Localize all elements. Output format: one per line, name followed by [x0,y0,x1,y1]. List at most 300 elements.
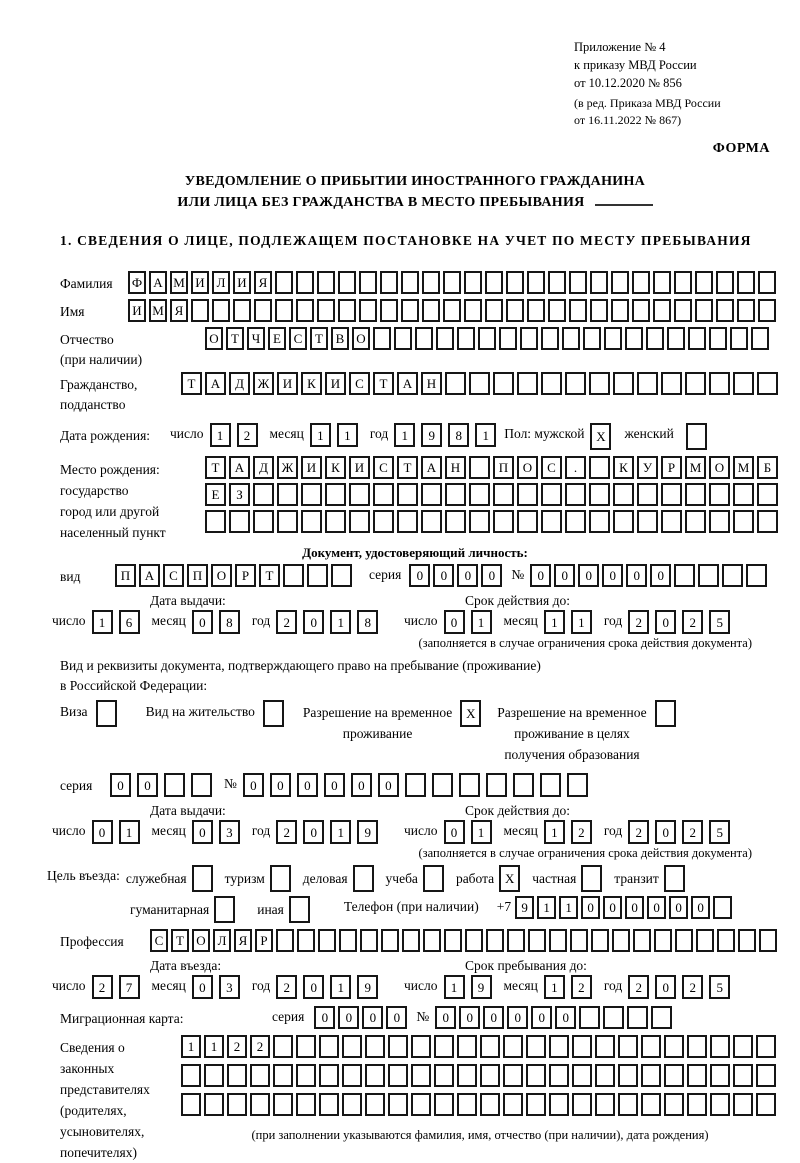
form-cell[interactable]: 0 [338,1006,359,1029]
form-cell[interactable]: 0 [409,564,430,587]
form-cell[interactable] [565,483,586,506]
form-cell[interactable] [486,773,507,797]
form-cell[interactable] [572,1093,592,1116]
form-cell[interactable] [549,929,567,952]
form-cell[interactable]: 1 [471,610,492,634]
form-cell[interactable]: 1 [92,610,113,634]
form-cell[interactable] [421,510,442,533]
form-cell[interactable]: 0 [459,1006,480,1029]
form-cell[interactable]: Я [234,929,252,952]
form-cell[interactable]: 2 [682,610,703,634]
form-cell[interactable] [756,1064,776,1087]
representatives-boxes-row3[interactable] [181,1093,779,1116]
form-cell[interactable]: И [349,456,370,479]
form-cell[interactable]: 0 [457,564,478,587]
form-cell[interactable] [493,483,514,506]
form-cell[interactable] [478,327,496,350]
form-cell[interactable]: 6 [119,610,140,634]
form-cell[interactable] [181,1064,201,1087]
form-cell[interactable] [353,865,374,892]
form-cell[interactable] [401,299,419,322]
form-cell[interactable]: У [637,456,658,479]
form-cell[interactable] [270,865,291,892]
form-cell[interactable] [233,299,251,322]
form-cell[interactable] [191,773,212,797]
form-cell[interactable]: Т [226,327,244,350]
form-cell[interactable]: 3 [219,975,240,999]
form-cell[interactable] [613,372,634,395]
form-cell[interactable] [738,929,756,952]
form-cell[interactable]: 9 [471,975,492,999]
form-cell[interactable]: 2 [250,1035,270,1058]
form-cell[interactable]: 2 [628,820,649,844]
form-cell[interactable] [301,483,322,506]
residence-series-boxes[interactable] [110,773,218,797]
form-cell[interactable] [349,510,370,533]
form-cell[interactable] [480,1035,500,1058]
form-cell[interactable] [618,1093,638,1116]
birth-year-boxes[interactable] [394,423,502,447]
form-cell[interactable]: Т [171,929,189,952]
form-cell[interactable] [589,483,610,506]
form-cell[interactable] [687,1035,707,1058]
form-cell[interactable] [653,299,671,322]
form-cell[interactable] [227,1064,247,1087]
form-cell[interactable] [751,327,769,350]
form-cell[interactable]: 0 [531,1006,552,1029]
form-cell[interactable]: 1 [471,820,492,844]
form-cell[interactable] [204,1093,224,1116]
form-cell[interactable] [469,483,490,506]
residence-issue-day-boxes[interactable] [92,820,146,844]
form-cell[interactable] [503,1064,523,1087]
form-cell[interactable] [275,271,293,294]
form-cell[interactable]: 0 [435,1006,456,1029]
migration-series-boxes[interactable] [314,1006,410,1029]
form-cell[interactable] [445,372,466,395]
form-cell[interactable]: 2 [227,1035,247,1058]
form-cell[interactable] [253,510,274,533]
form-cell[interactable] [696,929,714,952]
form-cell[interactable] [733,1064,753,1087]
form-cell[interactable] [632,271,650,294]
form-cell[interactable]: 0 [110,773,131,797]
form-cell[interactable] [637,372,658,395]
form-cell[interactable] [562,327,580,350]
form-cell[interactable] [254,299,272,322]
form-cell[interactable]: И [128,299,146,322]
form-cell[interactable] [733,372,754,395]
form-cell[interactable]: X [590,423,611,450]
form-cell[interactable] [388,1093,408,1116]
form-cell[interactable] [164,773,185,797]
form-cell[interactable] [549,1093,569,1116]
form-cell[interactable]: 2 [571,975,592,999]
form-cell[interactable] [499,327,517,350]
form-cell[interactable]: Ж [253,372,274,395]
form-cell[interactable] [277,510,298,533]
form-cell[interactable]: 8 [219,610,240,634]
birth-day-boxes[interactable] [210,423,264,447]
form-cell[interactable]: 0 [655,820,676,844]
form-cell[interactable] [526,1093,546,1116]
patronymic-boxes[interactable] [205,327,772,350]
form-cell[interactable] [445,483,466,506]
form-cell[interactable] [758,271,776,294]
form-cell[interactable] [480,1093,500,1116]
form-cell[interactable] [227,1093,247,1116]
form-cell[interactable]: 2 [682,820,703,844]
form-cell[interactable] [360,929,378,952]
form-cell[interactable]: 1 [330,820,351,844]
form-cell[interactable] [661,510,682,533]
purpose-humanitarian-checkbox[interactable] [214,896,238,923]
form-cell[interactable] [675,929,693,952]
form-cell[interactable]: 0 [270,773,291,797]
form-cell[interactable]: П [187,564,208,587]
form-cell[interactable] [687,1064,707,1087]
form-cell[interactable]: 1 [544,975,565,999]
form-cell[interactable]: А [397,372,418,395]
form-cell[interactable] [567,773,588,797]
form-cell[interactable] [695,271,713,294]
form-cell[interactable]: 0 [303,610,324,634]
form-cell[interactable] [319,1035,339,1058]
form-cell[interactable] [710,1035,730,1058]
form-cell[interactable]: М [170,271,188,294]
form-cell[interactable] [757,510,778,533]
form-cell[interactable] [359,299,377,322]
form-cell[interactable]: 1 [544,820,565,844]
form-cell[interactable] [737,271,755,294]
form-cell[interactable]: 0 [669,896,688,919]
form-cell[interactable] [641,1093,661,1116]
form-cell[interactable] [253,483,274,506]
form-cell[interactable]: С [150,929,168,952]
form-cell[interactable] [464,271,482,294]
form-cell[interactable] [423,865,444,892]
form-cell[interactable]: 1 [571,610,592,634]
form-cell[interactable]: И [325,372,346,395]
form-cell[interactable] [637,510,658,533]
form-cell[interactable] [737,299,755,322]
form-cell[interactable] [381,929,399,952]
form-cell[interactable] [273,1035,293,1058]
form-cell[interactable] [319,1064,339,1087]
phone-boxes[interactable] [515,896,735,919]
form-cell[interactable]: С [349,372,370,395]
form-cell[interactable] [637,483,658,506]
form-cell[interactable]: 0 [433,564,454,587]
form-cell[interactable]: 0 [351,773,372,797]
form-cell[interactable]: 9 [357,820,378,844]
form-cell[interactable] [486,929,504,952]
form-cell[interactable]: Л [212,271,230,294]
form-cell[interactable] [698,564,719,587]
form-cell[interactable] [214,896,235,923]
form-cell[interactable] [709,510,730,533]
form-cell[interactable] [394,327,412,350]
form-cell[interactable]: Ч [247,327,265,350]
form-cell[interactable]: 0 [578,564,599,587]
form-cell[interactable] [722,564,743,587]
form-cell[interactable] [503,1093,523,1116]
form-cell[interactable] [541,372,562,395]
form-cell[interactable] [565,372,586,395]
form-cell[interactable] [520,327,538,350]
form-cell[interactable] [595,1035,615,1058]
form-cell[interactable] [421,483,442,506]
form-cell[interactable] [444,929,462,952]
form-cell[interactable] [641,1064,661,1087]
form-cell[interactable] [595,1064,615,1087]
form-cell[interactable] [517,372,538,395]
form-cell[interactable]: 0 [192,975,213,999]
form-cell[interactable] [583,327,601,350]
form-cell[interactable] [365,1093,385,1116]
form-cell[interactable] [275,299,293,322]
form-cell[interactable]: 0 [386,1006,407,1029]
form-cell[interactable] [273,1093,293,1116]
representatives-boxes-row1[interactable] [181,1035,779,1058]
form-cell[interactable] [581,865,602,892]
form-cell[interactable] [709,372,730,395]
surname-boxes[interactable] [128,271,779,294]
form-cell[interactable] [653,271,671,294]
form-cell[interactable] [569,271,587,294]
form-cell[interactable]: М [685,456,706,479]
form-cell[interactable] [506,271,524,294]
form-cell[interactable]: Р [255,929,273,952]
form-cell[interactable]: 0 [603,896,622,919]
form-cell[interactable] [713,896,732,919]
entry-month-boxes[interactable] [192,975,246,999]
form-cell[interactable] [664,1035,684,1058]
form-cell[interactable]: 1 [310,423,331,447]
form-cell[interactable]: 2 [628,610,649,634]
form-cell[interactable] [96,700,117,727]
form-cell[interactable] [296,271,314,294]
form-cell[interactable] [365,1035,385,1058]
form-cell[interactable] [687,1093,707,1116]
form-cell[interactable] [591,929,609,952]
form-cell[interactable]: 1 [204,1035,224,1058]
form-cell[interactable]: Я [170,299,188,322]
form-cell[interactable]: А [205,372,226,395]
form-cell[interactable]: 0 [192,820,213,844]
form-cell[interactable] [325,483,346,506]
form-cell[interactable] [411,1093,431,1116]
purpose-business-trip-checkbox[interactable] [192,865,216,892]
form-cell[interactable] [465,929,483,952]
form-cell[interactable]: 0 [581,896,600,919]
form-cell[interactable] [388,1064,408,1087]
form-cell[interactable]: С [373,456,394,479]
entry-day-boxes[interactable] [92,975,146,999]
form-cell[interactable] [548,271,566,294]
form-cell[interactable]: 0 [655,975,676,999]
form-cell[interactable] [695,299,713,322]
form-cell[interactable] [457,1064,477,1087]
form-cell[interactable] [569,299,587,322]
form-cell[interactable] [549,1064,569,1087]
form-cell[interactable] [589,510,610,533]
form-cell[interactable] [733,483,754,506]
form-cell[interactable]: И [191,271,209,294]
form-cell[interactable] [457,1035,477,1058]
form-cell[interactable] [709,483,730,506]
form-cell[interactable]: С [289,327,307,350]
form-cell[interactable] [664,1093,684,1116]
form-cell[interactable]: 1 [330,610,351,634]
form-cell[interactable]: 8 [448,423,469,447]
form-cell[interactable] [716,299,734,322]
residence-permit-checkbox[interactable] [263,700,287,727]
form-cell[interactable]: Б [757,456,778,479]
form-cell[interactable] [380,271,398,294]
form-cell[interactable] [604,327,622,350]
form-cell[interactable]: 8 [357,610,378,634]
form-cell[interactable] [688,327,706,350]
form-cell[interactable] [457,1093,477,1116]
form-cell[interactable] [589,456,610,479]
form-cell[interactable] [651,1006,672,1029]
form-cell[interactable] [548,299,566,322]
form-cell[interactable]: К [613,456,634,479]
form-cell[interactable] [204,1064,224,1087]
form-cell[interactable]: С [163,564,184,587]
form-cell[interactable]: 2 [276,975,297,999]
form-cell[interactable]: М [149,299,167,322]
form-cell[interactable] [422,299,440,322]
form-cell[interactable]: 0 [362,1006,383,1029]
form-cell[interactable] [317,299,335,322]
form-cell[interactable] [457,327,475,350]
form-cell[interactable]: 1 [544,610,565,634]
form-cell[interactable]: Р [235,564,256,587]
form-cell[interactable] [436,327,454,350]
form-cell[interactable] [318,929,336,952]
doc-number-boxes[interactable] [530,564,770,587]
residence-issue-year-boxes[interactable] [276,820,384,844]
form-cell[interactable] [339,929,357,952]
form-cell[interactable]: С [541,456,562,479]
form-cell[interactable]: 0 [691,896,710,919]
citizenship-boxes[interactable] [181,372,781,395]
form-cell[interactable] [342,1093,362,1116]
form-cell[interactable] [541,510,562,533]
form-cell[interactable]: О [352,327,370,350]
form-cell[interactable] [434,1064,454,1087]
form-cell[interactable] [191,299,209,322]
form-cell[interactable]: 2 [682,975,703,999]
form-cell[interactable]: М [733,456,754,479]
stay-until-month-boxes[interactable] [544,975,598,999]
form-cell[interactable]: 0 [625,896,644,919]
form-cell[interactable] [212,299,230,322]
form-cell[interactable] [342,1064,362,1087]
form-cell[interactable] [756,1093,776,1116]
form-cell[interactable] [612,929,630,952]
form-cell[interactable]: П [115,564,136,587]
form-cell[interactable]: 0 [444,820,465,844]
edu-residence-checkbox[interactable] [655,700,679,727]
form-cell[interactable]: 0 [192,610,213,634]
form-cell[interactable]: 0 [626,564,647,587]
form-cell[interactable] [685,510,706,533]
form-cell[interactable] [759,929,777,952]
form-cell[interactable] [513,773,534,797]
form-cell[interactable] [685,483,706,506]
form-cell[interactable] [283,564,304,587]
form-cell[interactable]: Д [253,456,274,479]
form-cell[interactable] [517,483,538,506]
identity-valid-day-boxes[interactable] [444,610,498,634]
form-cell[interactable] [349,483,370,506]
form-cell[interactable] [528,929,546,952]
form-cell[interactable]: Е [268,327,286,350]
identity-issue-year-boxes[interactable] [276,610,384,634]
form-cell[interactable] [365,1064,385,1087]
form-cell[interactable]: 0 [314,1006,335,1029]
form-cell[interactable] [527,271,545,294]
form-cell[interactable] [517,510,538,533]
form-cell[interactable]: 1 [181,1035,201,1058]
form-cell[interactable] [565,510,586,533]
stay-until-year-boxes[interactable] [628,975,736,999]
residence-issue-month-boxes[interactable] [192,820,246,844]
form-cell[interactable] [572,1035,592,1058]
form-cell[interactable] [469,372,490,395]
form-cell[interactable] [685,372,706,395]
form-cell[interactable] [613,510,634,533]
form-cell[interactable] [674,299,692,322]
firstname-boxes[interactable] [128,299,779,322]
form-cell[interactable] [667,327,685,350]
form-cell[interactable] [342,1035,362,1058]
form-cell[interactable] [503,1035,523,1058]
form-cell[interactable] [229,510,250,533]
identity-issue-day-boxes[interactable] [92,610,146,634]
form-cell[interactable]: 5 [709,975,730,999]
form-cell[interactable] [401,271,419,294]
form-cell[interactable]: К [301,372,322,395]
form-cell[interactable] [388,1035,408,1058]
form-cell[interactable]: 0 [378,773,399,797]
form-cell[interactable]: Ф [128,271,146,294]
form-cell[interactable] [710,1093,730,1116]
sex-male-checkbox[interactable] [590,423,614,450]
form-cell[interactable] [625,327,643,350]
form-cell[interactable] [627,1006,648,1029]
form-cell[interactable]: Д [229,372,250,395]
form-cell[interactable]: О [517,456,538,479]
form-cell[interactable]: 0 [324,773,345,797]
form-cell[interactable]: 9 [357,975,378,999]
form-cell[interactable] [589,372,610,395]
form-cell[interactable]: К [325,456,346,479]
doc-kind-boxes[interactable] [115,564,355,587]
form-cell[interactable] [540,773,561,797]
form-cell[interactable]: 2 [628,975,649,999]
form-cell[interactable] [277,483,298,506]
form-cell[interactable]: И [233,271,251,294]
form-cell[interactable] [181,1093,201,1116]
form-cell[interactable] [603,1006,624,1029]
form-cell[interactable] [380,299,398,322]
form-cell[interactable] [319,1093,339,1116]
purpose-tourism-checkbox[interactable] [270,865,294,892]
